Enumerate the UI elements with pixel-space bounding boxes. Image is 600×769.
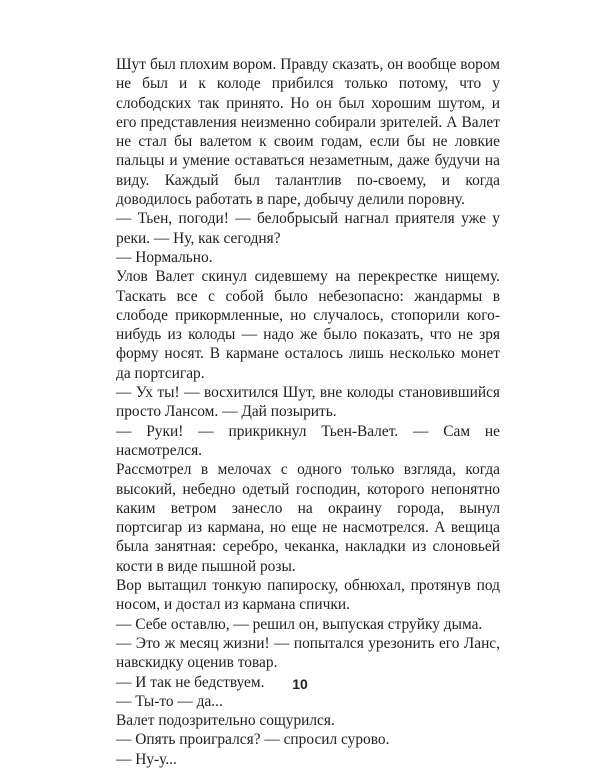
paragraph: — И так не бедствуем. xyxy=(116,673,265,691)
paragraph: — Себе оставлю, — решил он, выпуская струйку дыма. xyxy=(116,615,483,633)
page-number: 10 xyxy=(292,676,308,692)
paragraph: Валет подозрительно сощурился. xyxy=(116,712,335,730)
paragraph: Вор вытащил тонкую папироску, обнюхал, протянув под носом, и достал из кармана спички. xyxy=(116,577,500,614)
paragraph: — Ну-у... xyxy=(116,750,177,768)
paragraph: — Ты-то — да... xyxy=(116,692,223,710)
body-text xyxy=(116,55,500,769)
paragraph: — Нормально. xyxy=(116,248,213,266)
paragraph: Шут был плохим вором. Правду сказать, он вообще вором не был и к колоде прибился только потому, что у слободских так принято. Но он был хорошим шутом, и его представления неизменно собирали зрителей. А Валет не стал бы валетом к своим годам, если бы не ловкие пальцы и умение оставаться незаметным, даже будучи на виду. Каждый был талантлив по-своему, и когда доводилось работать в паре, добычу делили поровну. xyxy=(116,56,500,209)
paragraph: — Это ж месяц жизни! — попытался урезонить его Ланс, навскидку оценив товар. xyxy=(116,634,500,672)
paragraph: Рассмотрел в мелочах с одного только взгляда, когда высокий, небедно одетый господин, которого непонятно каким ветром занесло на окраину города, вынул портсигар из кармана, но еще не насмотрелся. А вещица была занятная: серебро, чеканка, накладки из слоновьей кости в виде пышной розы. xyxy=(116,461,500,575)
paragraph: — Тьен, погоди! — белобрысый нагнал приятеля уже у реки. — Ну, как сегодня? xyxy=(116,210,500,247)
paragraph: — Опять проигрался? — спросил сурово. xyxy=(116,731,390,749)
paragraph: — Руки! — прикрикнул Тьен-Валет. — Сам не насмотрелся. xyxy=(116,422,500,459)
paragraph: — Ух ты! — восхитился Шут, вне колоды становившийся просто Лансом. — Дай позырить. xyxy=(116,384,500,421)
paragraph: Улов Валет скинул сидевшему на перекрестке нищему. Таскать все с собой было небезопасно: жандармы в слободе прикормленные, но случалось, стопорили кого-нибудь из колоды — надо же было показать, что не зря форму носят. В кармане осталось лишь несколько монет да портсигар. xyxy=(116,268,500,382)
